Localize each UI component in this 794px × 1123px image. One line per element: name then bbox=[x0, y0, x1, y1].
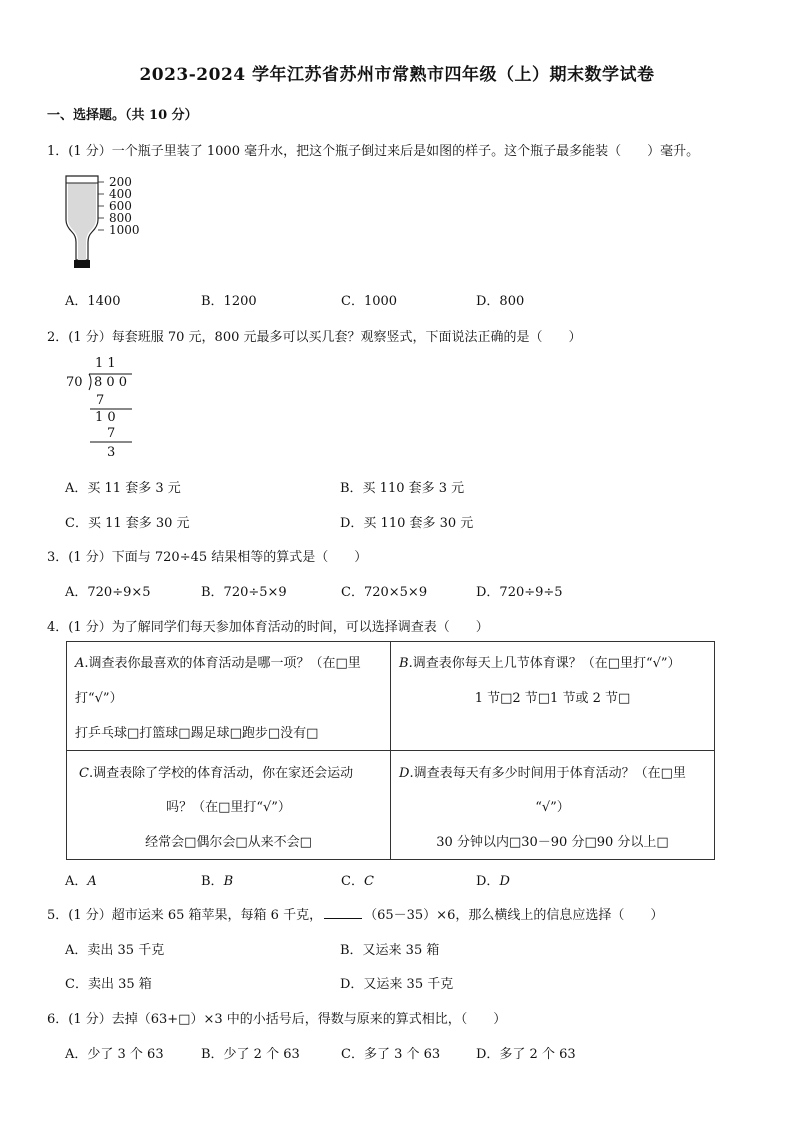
option-b[interactable]: B．1200 bbox=[201, 294, 257, 309]
scale-label: 800 bbox=[109, 211, 132, 225]
option-b[interactable]: B．720÷5×9 bbox=[201, 585, 287, 600]
survey-c-label: C bbox=[79, 766, 89, 781]
option-d[interactable]: D．720÷9÷5 bbox=[476, 585, 563, 600]
section-heading: 一、选择题。（共 10 分） bbox=[47, 108, 198, 123]
option-d[interactable]: D．又运来 35 千克 bbox=[340, 977, 454, 992]
question-4-stem: 4．(1 分）为了解同学们每天参加体育活动的时间，可以选择调查表（ ） bbox=[47, 620, 489, 635]
division-step: 7 bbox=[96, 393, 105, 408]
survey-b-text: .调查表你每天上几节体育课？（在□里打“√”） bbox=[408, 656, 681, 671]
option-a[interactable]: A．少了 3 个 63 bbox=[65, 1047, 164, 1062]
survey-a-choices: 打乒乓球□打篮球□踢足球□跑步□没有□ bbox=[75, 726, 319, 741]
option-d[interactable]: D．800 bbox=[476, 294, 525, 309]
question-3-stem: 3．(1 分）下面与 720÷45 结果相等的算式是（ ） bbox=[47, 550, 368, 565]
survey-b bbox=[391, 642, 715, 751]
division-quotient: 1 1 bbox=[95, 356, 116, 371]
survey-d-text: “√”） bbox=[535, 800, 570, 815]
option-c[interactable]: C．1000 bbox=[341, 294, 398, 309]
survey-c-choices: 经常会□偶尔会□从来不会□ bbox=[145, 835, 312, 850]
scale-label: 400 bbox=[109, 187, 132, 201]
question-5-stem-part: 5．(1 分）超市运来 65 箱苹果，每箱 6 千克， bbox=[47, 908, 323, 923]
option-c[interactable] bbox=[341, 870, 374, 889]
survey-d-label: D bbox=[399, 766, 410, 781]
division-step: 1 0 bbox=[95, 410, 116, 425]
question-5-stem-part: （65－35）×6，那么横线上的信息应选择（ ） bbox=[364, 908, 664, 923]
option-a[interactable]: A．买 11 套多 3 元 bbox=[65, 481, 181, 496]
option-c[interactable]: C．多了 3 个 63 bbox=[341, 1047, 441, 1062]
question-2-stem: 2．(1 分）每套班服 70 元，800 元最多可以买几套？观察竖式，下面说法正确的是（ ） bbox=[47, 330, 582, 345]
option-c[interactable]: C．卖出 35 箱 bbox=[65, 977, 152, 992]
option-d[interactable] bbox=[476, 870, 510, 889]
division-remainder: 3 bbox=[107, 445, 116, 460]
option-a[interactable]: A．1400 bbox=[65, 294, 121, 309]
page-title: 2023-2024 学年江苏省苏州市常熟市四年级（上）期末数学试卷 bbox=[139, 65, 655, 85]
division-dividend: 8 0 0 bbox=[94, 375, 128, 390]
option-letter: B bbox=[223, 874, 234, 889]
option-prefix: A． bbox=[65, 874, 88, 889]
option-b[interactable]: B．又运来 35 箱 bbox=[340, 943, 440, 958]
option-letter: A bbox=[87, 874, 97, 889]
option-d[interactable]: D．多了 2 个 63 bbox=[476, 1047, 576, 1062]
division-bracket bbox=[80, 372, 140, 447]
survey-table bbox=[66, 641, 715, 860]
bottle-scale bbox=[109, 176, 140, 236]
survey-b-label: B bbox=[399, 656, 409, 671]
option-d[interactable]: D．买 110 套多 30 元 bbox=[340, 516, 474, 531]
survey-c bbox=[67, 751, 391, 860]
survey-d-choices: 30 分钟以内□30－90 分□90 分以上□ bbox=[436, 835, 669, 850]
scale-label: 1000 bbox=[109, 223, 140, 237]
scale-label: 200 bbox=[109, 175, 132, 189]
survey-a-text: 打“√”） bbox=[75, 691, 123, 706]
option-b[interactable]: B．少了 2 个 63 bbox=[201, 1047, 300, 1062]
question-5-stem bbox=[47, 904, 663, 923]
option-c[interactable]: C．720×5×9 bbox=[341, 585, 428, 600]
option-c[interactable]: C．买 11 套多 30 元 bbox=[65, 516, 190, 531]
survey-a-text: .调查表你最喜欢的体育活动是哪一项？（在□里 bbox=[84, 656, 361, 671]
survey-b-choices: 1 节□2 节□1 节或 2 节□ bbox=[474, 691, 631, 706]
option-a[interactable]: A．卖出 35 千克 bbox=[65, 943, 165, 958]
option-prefix: D． bbox=[476, 874, 500, 889]
option-b[interactable]: B．买 110 套多 3 元 bbox=[340, 481, 465, 496]
question-1-stem: 1．(1 分）一个瓶子里装了 1000 毫升水，把这个瓶子倒过来后是如图的样子。这个瓶子最多能装（ ）毫升。 bbox=[47, 144, 700, 159]
survey-d bbox=[391, 751, 715, 860]
survey-a bbox=[67, 642, 391, 751]
survey-c-text: .调查表除了学校的体育活动，你在家还会运动 bbox=[88, 766, 354, 781]
survey-c-text: 吗？（在□里打“√”） bbox=[166, 800, 291, 815]
division-step: 7 bbox=[107, 426, 116, 441]
option-b[interactable] bbox=[201, 870, 233, 889]
division-divisor: 70 bbox=[66, 375, 83, 390]
scale-label: 600 bbox=[109, 199, 132, 213]
answer-blank[interactable] bbox=[324, 906, 362, 919]
option-prefix: B． bbox=[201, 874, 224, 889]
option-a[interactable]: A．720÷9×5 bbox=[65, 585, 151, 600]
option-a[interactable] bbox=[65, 870, 97, 889]
question-6-stem: 6．(1 分）去掉（63+□）×3 中的小括号后，得数与原来的算式相比，（ ） bbox=[47, 1012, 507, 1027]
option-letter: D bbox=[499, 874, 510, 889]
survey-a-label: A bbox=[75, 656, 85, 671]
option-prefix: C． bbox=[341, 874, 364, 889]
option-letter: C bbox=[363, 874, 374, 889]
survey-d-text: .调查表每天有多少时间用于体育活动？（在□里 bbox=[409, 766, 686, 781]
